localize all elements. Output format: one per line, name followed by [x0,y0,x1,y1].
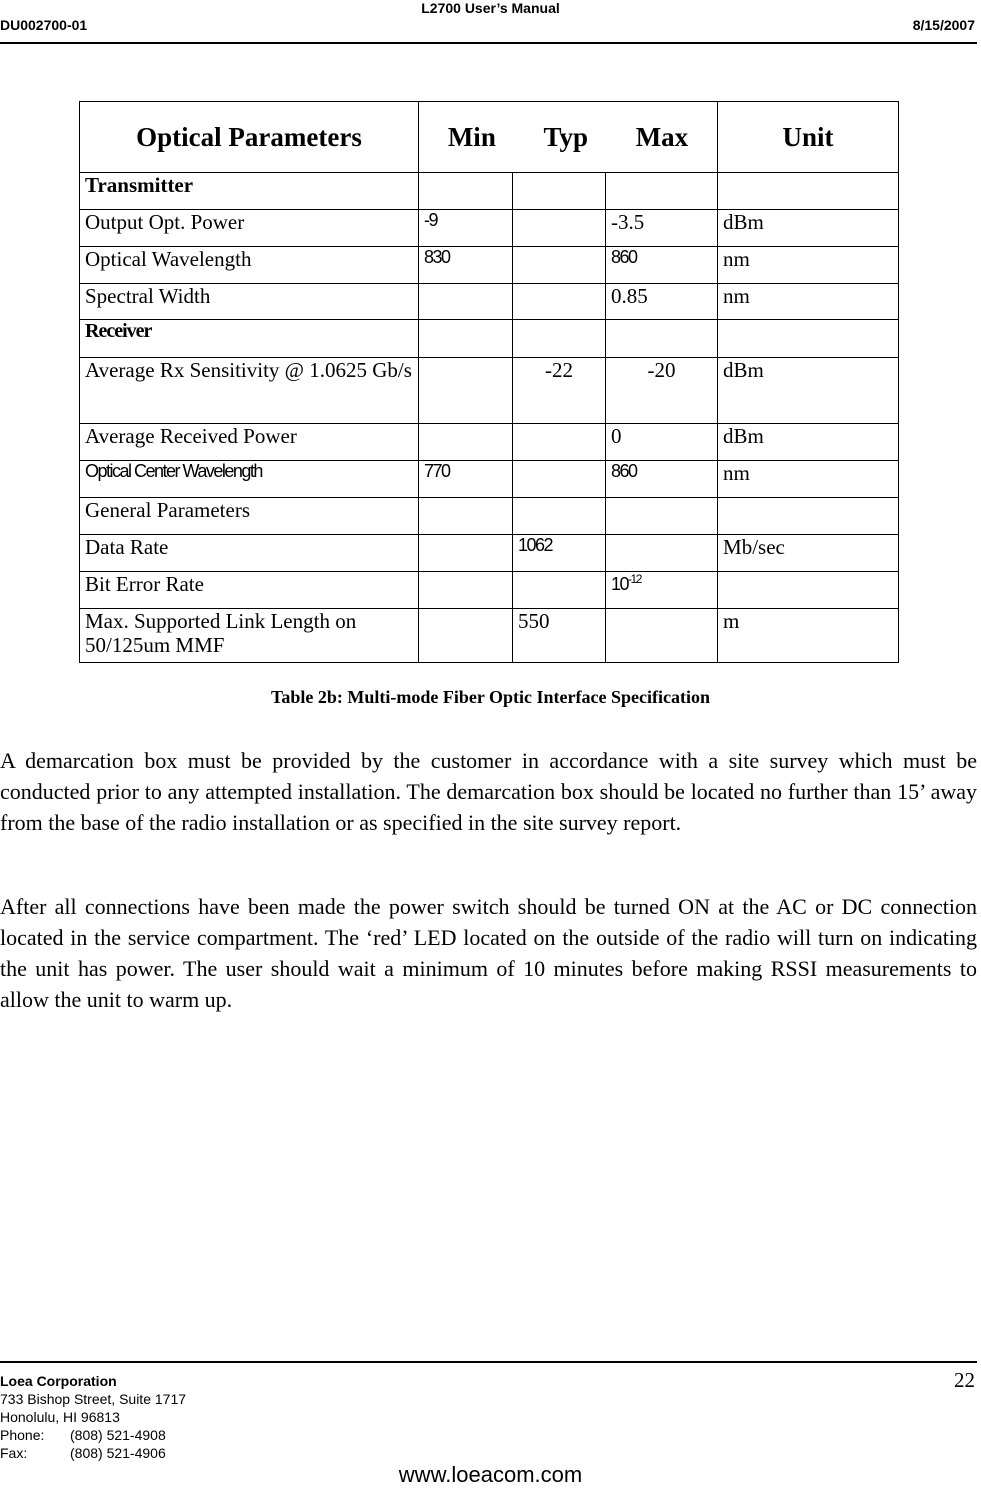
param-cell: Spectral Width [80,284,419,320]
table-row [80,358,899,424]
address-line-2: Honolulu, HI 96813 [0,1409,120,1425]
table-row [80,609,899,663]
section-row-receiver [80,320,899,358]
table-header-row [80,102,899,173]
max-cell [606,535,718,572]
param-cell: Bit Error Rate [80,572,419,609]
column-header-param: Optical Parameters [80,102,419,173]
unit-cell: nm [718,247,899,284]
column-header-typ: Typ [543,121,589,152]
header-rule [0,42,977,44]
param-cell: Data Rate [80,535,419,572]
paragraph-demarcation: A demarcation box must be provided by the customer in accordance with a site survey which must be conducted prior to any attempted installation. The demarcation box should be located no further than 15’ away from the base of the radio installation or as specified in the site survey report. [0,748,977,835]
unit-cell: m [718,609,899,663]
min-cell [419,424,513,461]
max-cell: 0 [606,424,718,461]
footer-rule [0,1361,977,1363]
table-row [80,461,899,498]
unit-cell: dBm [718,424,899,461]
document-date: 8/15/2007 [912,17,975,33]
typ-cell: -22 [513,358,606,424]
typ-cell [513,461,606,498]
unit-cell: nm [718,284,899,320]
typ-cell [513,284,606,320]
table-row [80,424,899,461]
table-row [80,572,899,609]
section-label-receiver: Receiver [80,320,419,358]
param-cell: Optical Center Wavelength [80,461,419,498]
table-caption: Table 2b: Multi-mode Fiber Optic Interface Specification [271,687,710,707]
fax-number: (808) 521-4906 [70,1445,166,1461]
unit-cell: dBm [718,210,899,247]
unit-cell: Mb/sec [718,535,899,572]
min-cell [419,609,513,663]
fax-line [0,1444,186,1462]
table-row [80,247,899,284]
table-row [80,284,899,320]
ber-base: 10 [611,574,629,594]
min-cell [419,284,513,320]
company-name: Loea Corporation [0,1373,117,1389]
typ-cell: 1062 [513,535,606,572]
section-label-general: General Parameters [80,498,419,535]
column-header-min: Min [447,121,496,152]
ber-exponent: -12 [628,572,641,586]
section-row-transmitter [80,173,899,210]
document-id: DU002700-01 [0,17,88,33]
typ-cell [513,210,606,247]
phone-number: (808) 521-4908 [70,1427,166,1443]
max-cell: 0.85 [606,284,718,320]
param-cell: Optical Wavelength [80,247,419,284]
max-cell [606,609,718,663]
column-header-min-typ-max [419,102,718,173]
address-line-1: 733 Bishop Street, Suite 1717 [0,1391,187,1407]
unit-cell: dBm [718,358,899,424]
optical-spec-table [79,101,899,663]
page-number: 22 [954,1368,975,1392]
section-row-general [80,498,899,535]
max-cell: -20 [606,358,718,424]
min-cell [419,572,513,609]
phone-line [0,1426,186,1444]
max-cell: -3.5 [606,210,718,247]
param-cell: Max. Supported Link Length on 50/125um MMF [80,609,419,663]
typ-cell [513,424,606,461]
param-cell: Average Received Power [80,424,419,461]
typ-cell [513,247,606,284]
min-cell [419,535,513,572]
footer-address-block [0,1372,186,1462]
table-row [80,535,899,572]
max-cell: 860 [606,247,718,284]
fax-label: Fax: [0,1445,28,1461]
column-header-unit: Unit [718,102,899,173]
website-link[interactable]: www.loeacom.com [398,1462,583,1487]
max-cell: 860 [606,461,718,498]
min-cell: -9 [419,210,513,247]
typ-cell [513,572,606,609]
column-header-max: Max [635,121,689,152]
paragraph-power-on: After all connections have been made the power switch should be turned ON at the AC or DC connection located in the service compartment. The ‘red’ LED located on the outside of the radio will turn on indicating the unit has power. The user should wait a minimum of 10 minutes before making RSSI measurements to allow the unit to warm up. [0,894,977,1012]
unit-cell [718,572,899,609]
min-cell [419,358,513,424]
min-cell: 770 [419,461,513,498]
unit-cell: nm [718,461,899,498]
param-cell: Output Opt. Power [80,210,419,247]
min-cell: 830 [419,247,513,284]
section-label-transmitter: Transmitter [80,173,419,210]
table-row [80,210,899,247]
max-cell [606,572,718,609]
param-cell: Average Rx Sensitivity @ 1.0625 Gb/s [80,358,419,424]
phone-label: Phone: [0,1427,45,1443]
typ-cell: 550 [513,609,606,663]
manual-title: L2700 User’s Manual [421,0,560,16]
